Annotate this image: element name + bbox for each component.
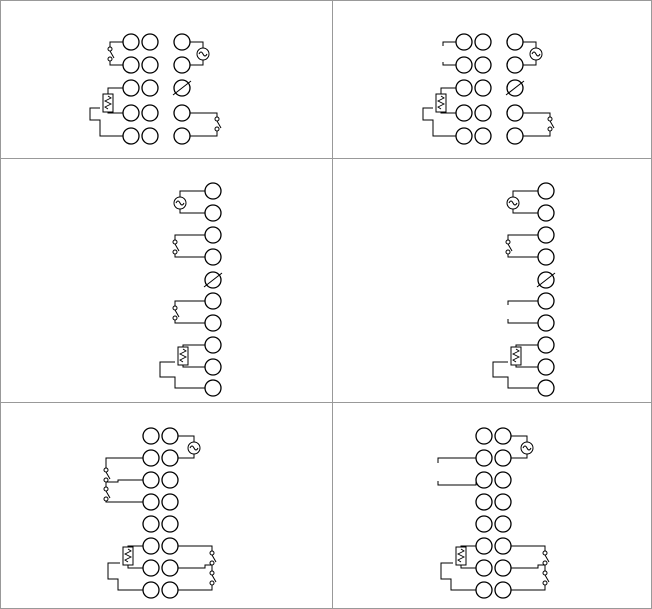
ac-source-icon — [188, 442, 200, 454]
terminal-1 — [205, 183, 221, 199]
panel-r0-4896 — [160, 183, 222, 396]
terminal-4 — [205, 249, 221, 265]
panel-v0-7272 — [438, 428, 549, 598]
terminal-12 — [174, 57, 190, 73]
terminal-7 — [538, 315, 554, 331]
panel-v0-4848 — [423, 34, 554, 144]
terminal-4 — [143, 494, 159, 510]
terminal-3 — [123, 80, 139, 96]
terminal-6 — [142, 34, 158, 50]
terminal-6 — [475, 34, 491, 50]
terminal-4 — [123, 105, 139, 121]
terminal-10 — [162, 450, 178, 466]
terminal-8 — [475, 80, 491, 96]
terminal-12 — [162, 494, 178, 510]
terminal-3 — [538, 227, 554, 243]
relay-contact-icon — [210, 551, 216, 565]
terminal-7 — [143, 560, 159, 576]
terminal-7 — [476, 560, 492, 576]
terminal-9 — [538, 359, 554, 375]
relay-contact-icon — [506, 240, 512, 254]
relay-contact-icon — [543, 551, 549, 565]
terminal-13 — [495, 516, 511, 532]
terminal-2 — [143, 450, 159, 466]
terminal-1 — [456, 34, 472, 50]
terminal-15 — [495, 560, 511, 576]
terminal-2 — [123, 57, 139, 73]
terminal-11 — [174, 34, 190, 50]
relay-contact-icon — [548, 117, 554, 131]
panel-v0-4896 — [493, 183, 555, 396]
ac-source-icon — [174, 197, 186, 209]
terminal-6 — [143, 538, 159, 554]
terminal-8 — [476, 582, 492, 598]
terminal-10 — [475, 128, 491, 144]
terminal-11 — [495, 472, 511, 488]
terminal-9 — [205, 359, 221, 375]
terminal-15 — [162, 560, 178, 576]
terminal-13 — [162, 516, 178, 532]
relay-contact-icon — [104, 487, 110, 501]
terminal-1 — [123, 34, 139, 50]
terminal-11 — [507, 34, 523, 50]
terminal-4 — [476, 494, 492, 510]
relay-contact-icon — [104, 468, 110, 482]
terminal-8 — [142, 80, 158, 96]
rtd-sensor-icon — [511, 347, 521, 365]
terminal-8 — [538, 337, 554, 353]
terminal-2 — [205, 205, 221, 221]
terminal-8 — [205, 337, 221, 353]
terminal-6 — [205, 293, 221, 309]
terminal-16 — [162, 582, 178, 598]
terminal-9 — [142, 105, 158, 121]
terminal-9 — [495, 428, 511, 444]
ac-source-icon — [530, 48, 542, 60]
terminal-3 — [143, 472, 159, 488]
terminal-14 — [174, 105, 190, 121]
terminal-15 — [507, 128, 523, 144]
terminal-5 — [456, 128, 472, 144]
rtd-sensor-icon — [436, 94, 446, 112]
terminal-3 — [456, 80, 472, 96]
relay-contact-icon — [210, 571, 216, 585]
terminal-4 — [456, 105, 472, 121]
rtd-sensor-icon — [123, 547, 133, 565]
terminal-2 — [476, 450, 492, 466]
terminal-5 — [123, 128, 139, 144]
terminal-6 — [476, 538, 492, 554]
terminal-11 — [162, 472, 178, 488]
terminal-5 — [476, 516, 492, 532]
terminal-1 — [538, 183, 554, 199]
terminal-2 — [538, 205, 554, 221]
terminal-7 — [142, 57, 158, 73]
relay-contact-icon — [173, 306, 179, 320]
ac-source-icon — [507, 197, 519, 209]
ac-source-icon — [521, 442, 533, 454]
relay-contact-icon — [108, 47, 114, 61]
terminal-9 — [162, 428, 178, 444]
terminal-4 — [538, 249, 554, 265]
terminal-10 — [205, 380, 221, 396]
rtd-sensor-icon — [456, 547, 466, 565]
terminal-3 — [476, 472, 492, 488]
relay-contact-icon — [543, 571, 549, 585]
terminal-14 — [495, 538, 511, 554]
terminal-10 — [538, 380, 554, 396]
terminal-14 — [507, 105, 523, 121]
terminal-1 — [143, 428, 159, 444]
terminal-9 — [475, 105, 491, 121]
terminal-6 — [538, 293, 554, 309]
terminal-5 — [143, 516, 159, 532]
terminal-14 — [162, 538, 178, 554]
relay-contact-icon — [173, 240, 179, 254]
panel-r0-7272 — [104, 428, 216, 598]
terminal-12 — [507, 57, 523, 73]
terminal-2 — [456, 57, 472, 73]
ac-source-icon — [197, 48, 209, 60]
terminal-15 — [174, 128, 190, 144]
terminal-10 — [142, 128, 158, 144]
terminal-10 — [495, 450, 511, 466]
rtd-sensor-icon — [103, 94, 113, 112]
terminal-16 — [495, 582, 511, 598]
terminal-12 — [495, 494, 511, 510]
terminal-8 — [143, 582, 159, 598]
relay-contact-icon — [215, 117, 221, 131]
terminal-7 — [475, 57, 491, 73]
panel-r0-4848 — [90, 34, 221, 144]
terminal-1 — [476, 428, 492, 444]
terminal-3 — [205, 227, 221, 243]
rtd-sensor-icon — [178, 347, 188, 365]
terminal-7 — [205, 315, 221, 331]
